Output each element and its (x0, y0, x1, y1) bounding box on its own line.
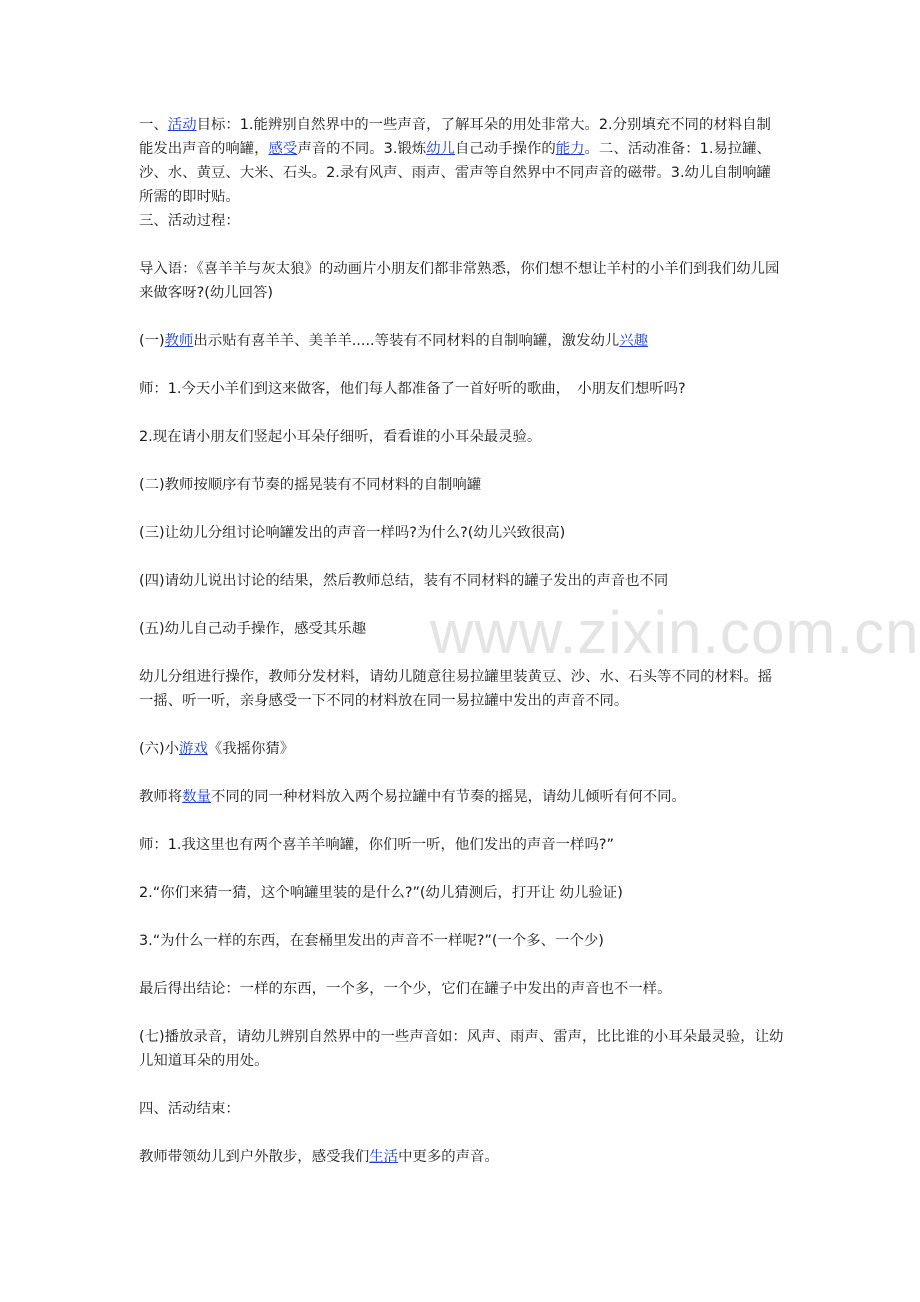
link-teacher[interactable]: 教师 (164, 333, 194, 349)
text: 目标：1.能辨别自然界中的一些声音，了解耳朵的用处非常大。2.分别填充不同的材料自制能发出声音的响罐， (139, 117, 771, 157)
paragraph-why: 3.“为什么一样的东西，在套桶里发出的声音不一样呢?”(一个多、一个少) (139, 933, 604, 949)
section-heading-process: 三、活动过程： (139, 213, 240, 229)
paragraph-operate: 幼儿分组进行操作，教师分发材料，请幼儿随意往易拉罐里装黄豆、沙、水、石头等不同的材料。摇一摇、听一听，亲身感受一下不同的材料放在同一易拉罐中发出的声音不同。 (139, 669, 773, 709)
text: 。二、活动准备：1.易拉罐、沙、水、黄豆、大米、石头。2.录有风声、雨声、雷声等自然界中不同声音的磁带。3.幼儿自制响罐所需的即时贴。 (139, 141, 771, 205)
link-child[interactable]: 幼儿 (426, 141, 455, 157)
paragraph-teacher-2: 2.现在请小朋友们竖起小耳朵仔细听，看看谁的小耳朵最灵验。 (139, 429, 542, 445)
link-game[interactable]: 游戏 (179, 741, 208, 757)
link-activity[interactable]: 活动 (167, 117, 197, 133)
paragraph-walk (139, 1145, 785, 1169)
paragraph-step7: (七)播放录音，请幼儿辨别自然界中的一些声音如：风声、雨声、雷声，比比谁的小耳朵最灵验，让幼儿知道耳朵的用处。 (139, 1029, 784, 1069)
text: 出示贴有喜羊羊、美羊羊.....等装有不同材料的自制响罐，激发幼儿 (193, 333, 620, 349)
paragraph-step2: (二)教师按顺序有节奏的摇晃装有不同材料的自制响罐 (139, 477, 482, 493)
section-heading-end: 四、活动结束： (139, 1101, 240, 1117)
text: 一、 (139, 117, 168, 133)
paragraph-step4: (四)请幼儿说出讨论的结果，然后教师总结，装有不同材料的罐子发出的声音也不同 (139, 573, 669, 589)
document-body (139, 113, 785, 1169)
paragraph-teacher-1: 师：1.今天小羊们到这来做客，他们每人都准备了一首好听的歌曲， 小朋友们想听吗? (139, 381, 686, 397)
watermark: www.zixin.com.cn (430, 599, 920, 666)
paragraph-conclusion: 最后得出结论：一样的东西，一个多，一个少，它们在罐子中发出的声音也不一样。 (139, 981, 672, 997)
paragraph-guess: 2.“你们来猜一猜，这个响罐里装的是什么?”(幼儿猜测后，打开让 幼儿验证) (139, 885, 623, 901)
link-quantity[interactable]: 数量 (182, 789, 211, 805)
paragraph-step5: (五)幼儿自己动手操作，感受其乐趣 (139, 621, 367, 637)
link-feel[interactable]: 感受 (268, 141, 298, 157)
link-ability[interactable]: 能力 (555, 141, 585, 157)
paragraph-goals (139, 113, 785, 209)
text: 中更多的声音。 (398, 1149, 499, 1165)
link-interest[interactable]: 兴趣 (619, 333, 649, 349)
text: 教师将 (139, 789, 183, 805)
text: 不同的同一种材料放入两个易拉罐中有节奏的摇晃，请幼儿倾听有何不同。 (210, 789, 686, 805)
text: 自己动手操作的 (454, 141, 556, 157)
paragraph-step6 (139, 737, 785, 761)
text: 教师带领幼儿到户外散步，感受我们 (139, 1149, 370, 1165)
text: (一) (139, 333, 165, 349)
link-life[interactable]: 生活 (369, 1149, 399, 1165)
paragraph-intro: 导入语：《喜羊羊与灰太狼》的动画片小朋友们都非常熟悉，你们想不想让羊村的小羊们到我们幼儿园来做客呀?(幼儿回答) (139, 261, 780, 301)
text: 声音的不同。3.锻炼 (297, 141, 427, 157)
text: (六)小 (139, 741, 180, 757)
text: 《我摇你猜》 (207, 741, 295, 757)
paragraph-quantity (139, 785, 785, 809)
paragraph-step1 (139, 329, 785, 353)
paragraph-teacher-3: 师：1.我这里也有两个喜羊羊响罐，你们听一听，他们发出的声音一样吗?” (139, 837, 614, 853)
paragraph-step3: (三)让幼儿分组讨论响罐发出的声音一样吗?为什么?(幼儿兴致很高) (139, 525, 566, 541)
